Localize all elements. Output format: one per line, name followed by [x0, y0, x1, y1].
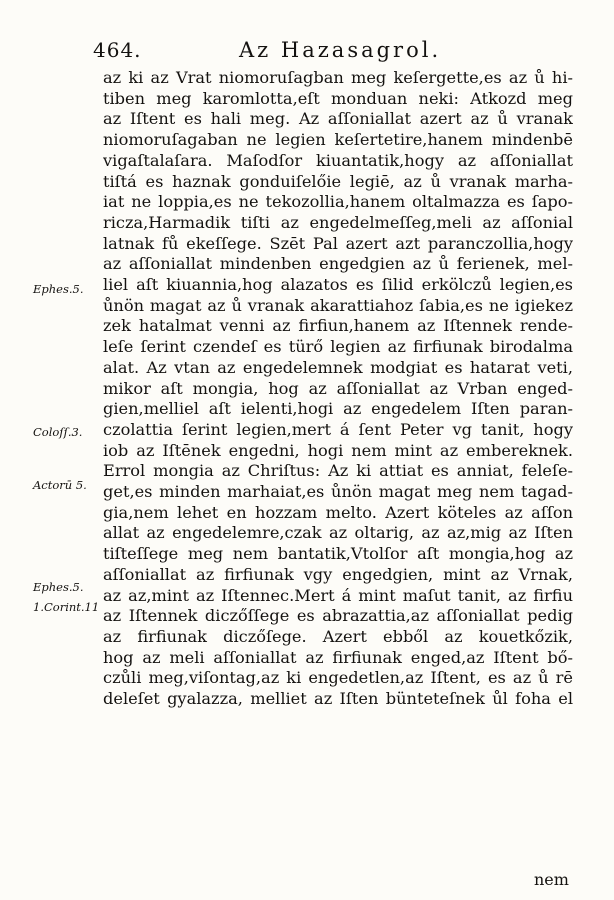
margin-note-acts: Actorū 5. [33, 478, 87, 492]
text-line: ricza,Harmadik tiſti az engedelmeſſeg,meli az aſſonial [103, 212, 573, 232]
text-line: vigaſtalaſara. Maſodſor kiuantatik,hogy az aſſoniallat [103, 150, 573, 170]
margin-note-corinthians: 1.Corint.11 [33, 600, 100, 614]
text-line: hog az meli aſſoniallat az firfiunak enged,az Iſtent bő- [103, 647, 573, 667]
text-line: az firfiunak diczőſege. Azert ebből az kouetkőzik, [103, 626, 573, 646]
text-line: tiben meg karomlotta,eſt monduan neki: Atkozd meg [103, 88, 573, 108]
page-header [93, 38, 579, 68]
text-line: az az,mint az Iſtennec.Mert á mint maſut tanit, az firfiu [103, 585, 573, 605]
text-line: niomoruſagaban ne legien keſertetire,hanem mindenbē [103, 130, 573, 150]
text-line: iob az Iſtēnek engedni, hogi nem mint az embereknek. [103, 440, 573, 460]
text-line: gia,nem lehet en hozzam melto. Azert köteles az aſſon [103, 502, 573, 522]
text-line: leſe ſerint czendeſ es türő legien az firfiunak birodalma [103, 337, 573, 357]
page-number: 464. [93, 38, 142, 62]
text-line: tiſtá es haznak gonduiſelőie legiē, az ů vranak marha- [103, 171, 573, 191]
margin-note-ephesians-2: Ephes.5. [33, 580, 84, 594]
text-line: ůnön magat az ů vranak akarattiahoz ſabia,es ne igiekez [103, 295, 573, 315]
margin-note-colossians: Coloſſ.3. [33, 425, 83, 439]
text-line: deleſet gyalazza, melliet az Iſten bünteteſnek ůl foha el [103, 689, 573, 709]
text-line: gien,melliel aſt ielenti,hogi az engedelem Iſten paran- [103, 399, 573, 419]
text-line: iat ne loppia,es ne tekozollia,hanem oltalmazza es ſapo- [103, 192, 573, 212]
text-line: liel aſt kiuannia,hog alazatos es ſilid erkölczů legien,es [103, 275, 573, 295]
text-line: az ki az Vrat niomoruſagban meg keſergette,es az ů hi- [103, 68, 573, 87]
text-line: zek hatalmat venni az firfiun,hanem az Iſtennek rende- [103, 316, 573, 336]
text-line: czolattia ſerint legien,mert á ſent Peter vg tanit, hogy [103, 419, 573, 439]
running-title: Az Hazasagrol. [239, 38, 442, 62]
text-line: tiſteſſege meg nem bantatik,Vtolſor aſt mongia,hog az [103, 544, 573, 564]
body-text [103, 68, 573, 710]
catchword: nem [534, 870, 569, 889]
text-line: allat az engedelemre,czak az oltarig, az az,mig az Iſten [103, 523, 573, 543]
text-line: Errol mongia az Chriſtus: Az ki attiat es anniat, feleſe- [103, 461, 573, 481]
text-line: aſſoniallat az firfiunak vgy engedgien, mint az Vrnak, [103, 564, 573, 584]
text-line: mikor aſt mongia, hog az aſſoniallat az Vrban enged- [103, 378, 573, 398]
text-line: alat. Az vtan az engedelemnek modgiat es hatarat veti, [103, 357, 573, 377]
text-line: czůli meg,viſontag,az ki engedetlen,az Iſtent, es az ů rē [103, 668, 573, 688]
margin-note-ephesians: Ephes.5. [33, 282, 84, 296]
text-line: get,es minden marhaiat,es ůnön magat meg nem tagad- [103, 482, 573, 502]
text-line: az aſſoniallat mindenben engedgien az ů ferienek, mel- [103, 254, 573, 274]
text-line: latnak fů ekeſſege. Szēt Pal azert azt paranczollia,hogy [103, 233, 573, 253]
text-line: az Iſtennek diczőſſege es abrazattia,az aſſoniallat pedig [103, 606, 573, 626]
text-line: az Iſtent es hali meg. Az aſſoniallat azert az ů vranak [103, 109, 573, 129]
